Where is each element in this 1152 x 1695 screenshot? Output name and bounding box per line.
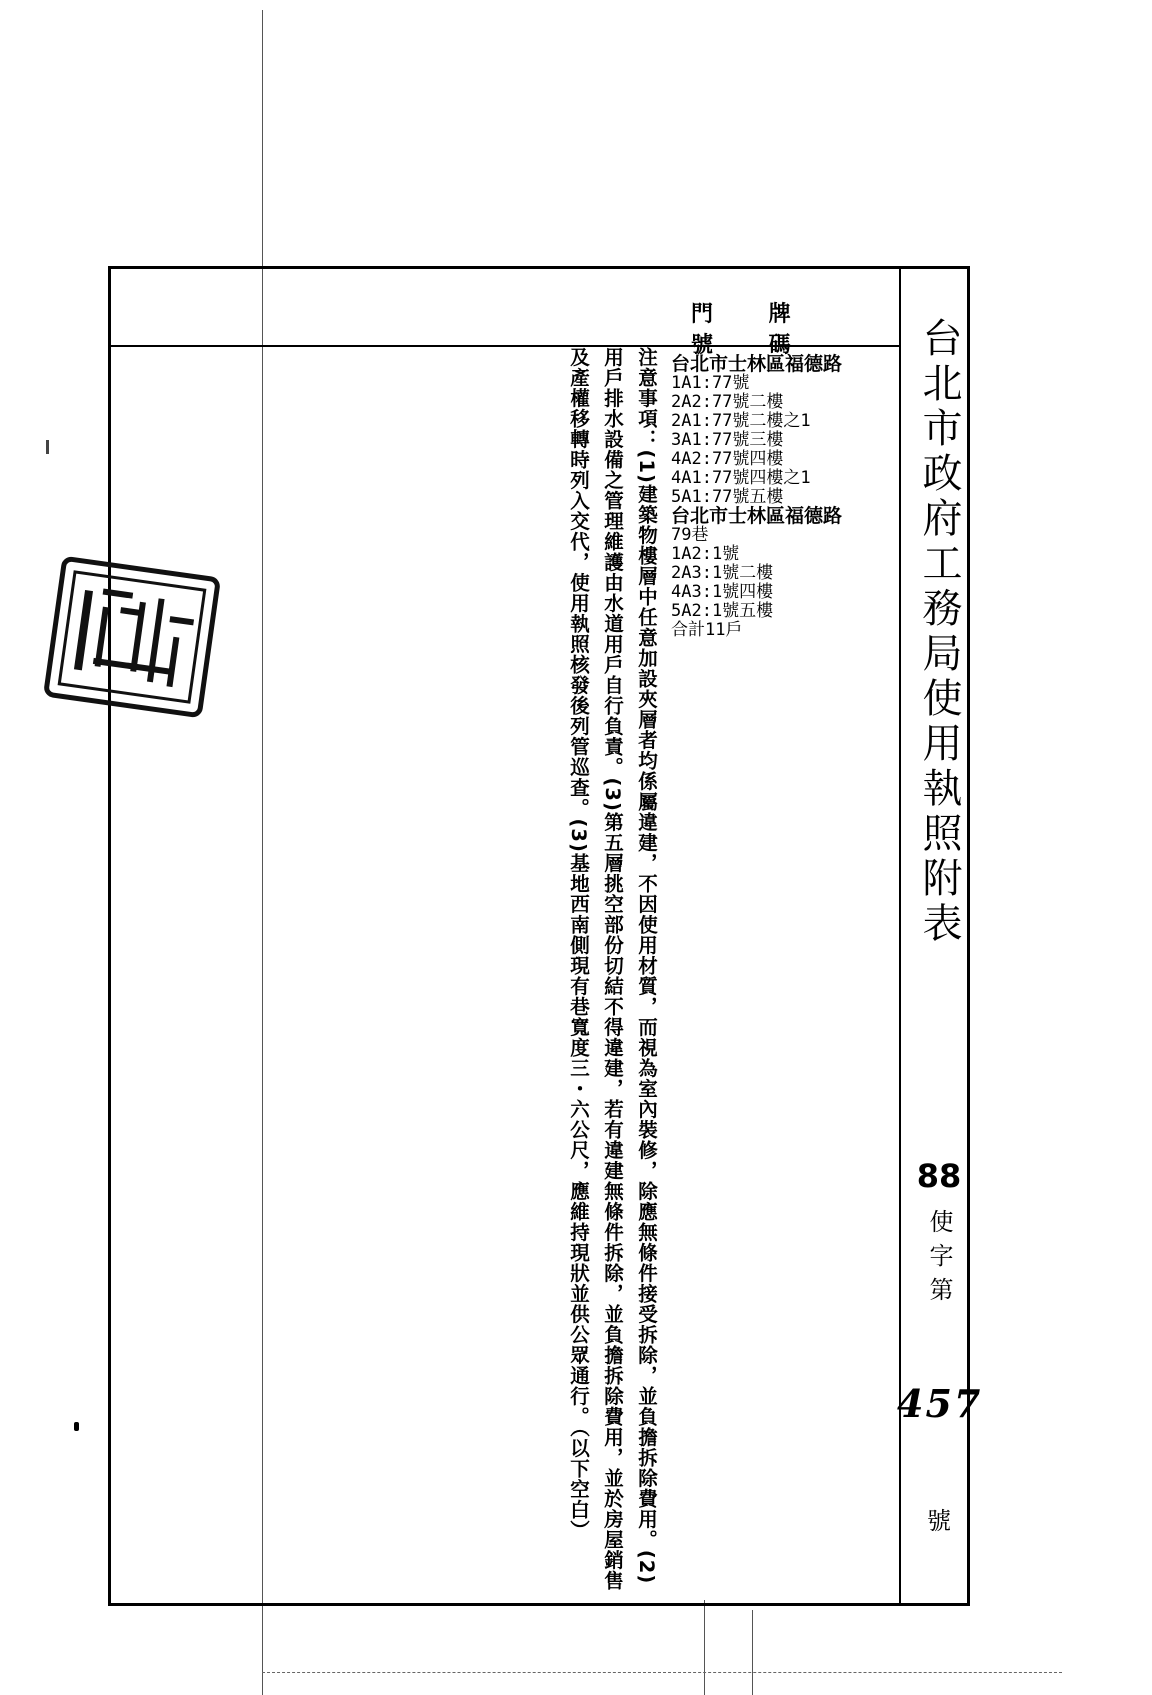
- address-line: 5A2:1號五樓: [671, 601, 774, 621]
- address-list: [671, 355, 896, 640]
- address-line: 1A1:77號: [671, 373, 750, 393]
- scan-artifact-line: [752, 1610, 753, 1695]
- permit-year: 88: [916, 1157, 962, 1195]
- document-frame: [108, 266, 983, 1606]
- permit-suffix: 號: [927, 1507, 951, 1535]
- address-line: 台北市士林區福德路: [671, 353, 843, 375]
- address-line: 3A1:77號三樓: [671, 430, 784, 450]
- address-line: 4A2:77號四樓: [671, 449, 784, 469]
- address-line: 1A2:1號: [671, 544, 740, 564]
- address-line: 4A3:1號四樓: [671, 582, 774, 602]
- address-line: 5A1:77號五樓: [671, 487, 784, 507]
- scan-artifact-line: [262, 1672, 1062, 1674]
- address-line: 合計11戶: [671, 620, 743, 640]
- address-line: 4A1:77號四樓之1: [671, 468, 811, 488]
- notes-heading: 注意事項：: [635, 347, 658, 450]
- address-line: 2A2:77號二樓: [671, 392, 784, 412]
- permit-label: 使字第: [925, 1209, 953, 1311]
- scan-speck: [74, 1422, 79, 1431]
- house-number-header: 門 牌 號 碼: [691, 302, 815, 358]
- document-title: 台北市政府工務局使用執照附表: [916, 317, 962, 947]
- address-line: 79巷: [671, 525, 709, 545]
- notes-block: [503, 347, 663, 1597]
- permit-number: 457: [897, 1381, 983, 1426]
- address-line: 2A1:77號二樓之1: [671, 411, 811, 431]
- scan-speck: [46, 440, 49, 454]
- address-line: 2A3:1號二樓: [671, 563, 774, 583]
- official-seal-stamp: [43, 556, 221, 719]
- scan-artifact-line: [704, 1600, 705, 1695]
- address-line: 台北市士林區福德路: [671, 505, 843, 527]
- notes-body: (1)建築物樓層中任意加設夾層者均係屬違建，不因使用材質，而視為室內裝修，除應無條件接受拆除，並負擔拆除費用。(2)用戶排水設備之管理維護由水道用戶自行負責。(3)第五層挑空部份切結不得違建，若有違建無條件拆除，並負擔拆除費用，並於房屋銷售及產權移轉時列入交代，使用執照核發後列管巡查。(3)基地西南側現有巷寬度三・六公尺，應維持現狀並供公眾通行。（以下空白）: [567, 347, 658, 1591]
